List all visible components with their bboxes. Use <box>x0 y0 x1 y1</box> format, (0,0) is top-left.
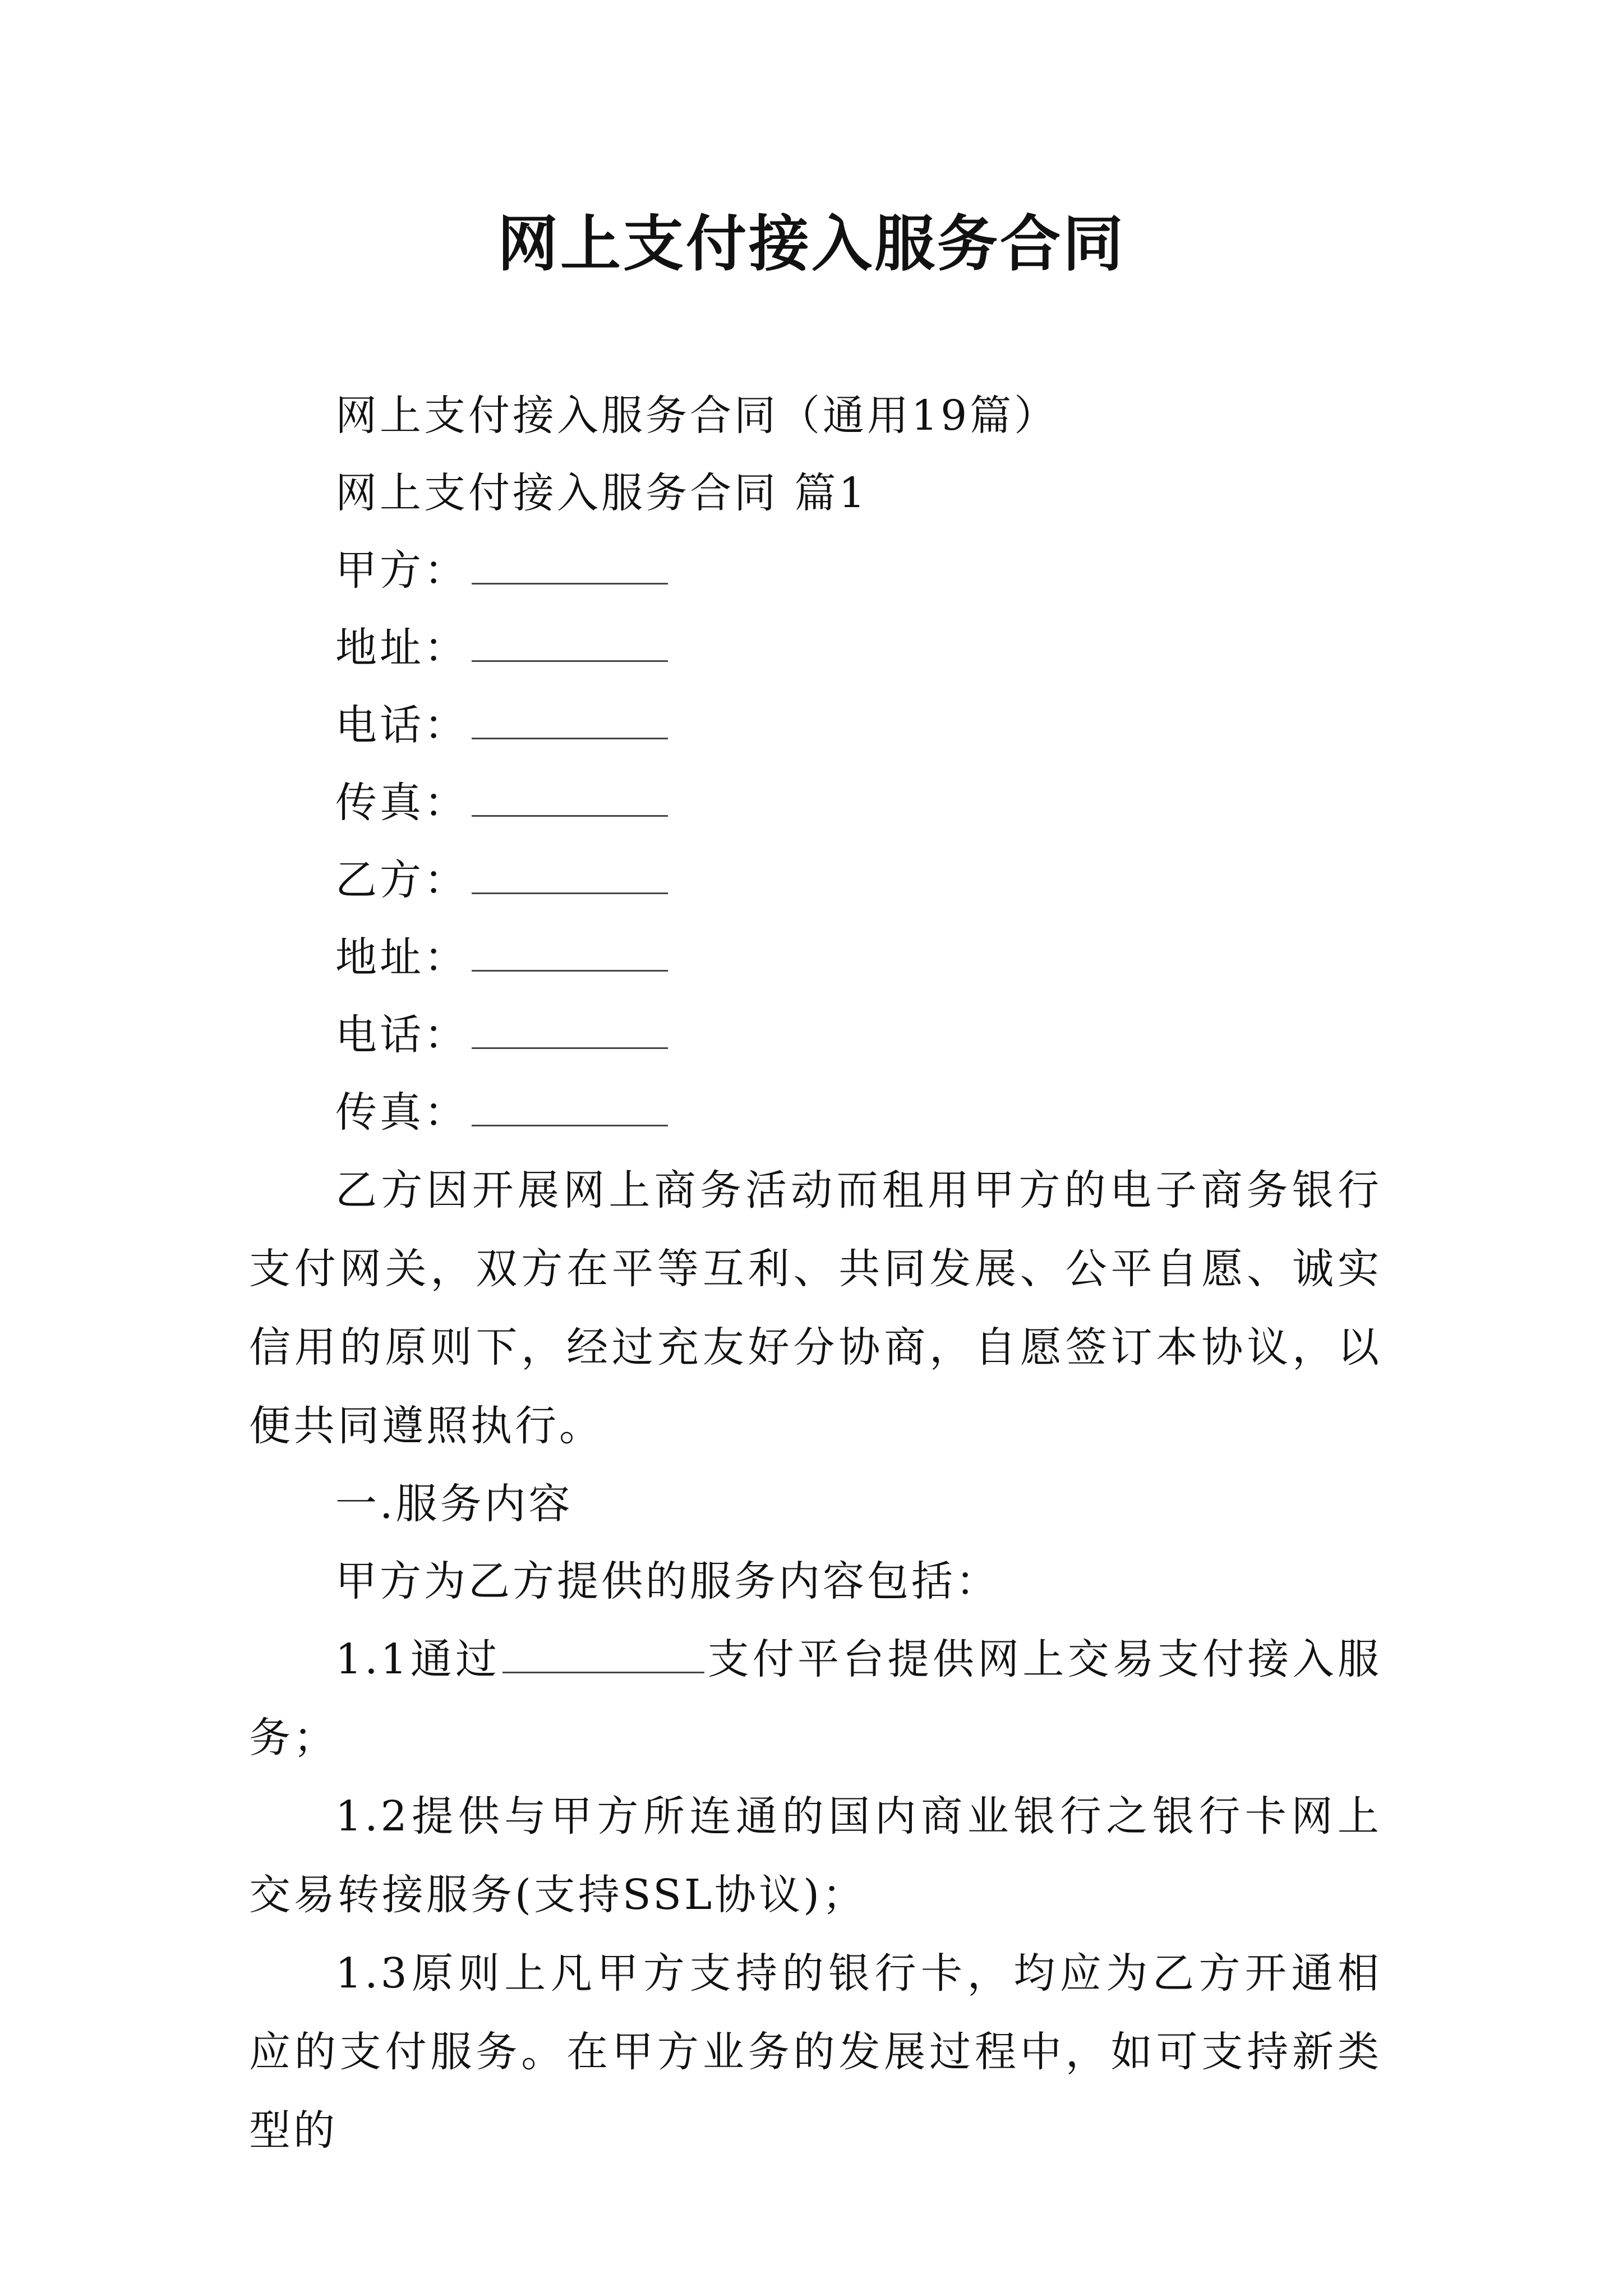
party-a-name-row <box>249 532 1382 609</box>
clause-1-2: 1.2提供与甲方所连通的国内商业银行之银行卡网上交易转接服务(支持SSL协议)； <box>249 1792 1382 1919</box>
intro-paragraph: 乙方因开展网上商务活动而租用甲方的电子商务银行支付网关，双方在平等互利、共同发展、公平自愿、诚实信用的原则下，经过充友好分协商，自愿签订本协议，以便共同遵照执行。 <box>249 1166 1382 1450</box>
party-b-name-row <box>249 841 1382 919</box>
party-b-fax-row <box>249 1074 1382 1151</box>
field-label: 传真： <box>335 779 468 827</box>
clause-1-1 <box>249 1620 1382 1777</box>
document-subtitle: 网上支付接入服务合同（通用19篇） <box>335 392 1059 440</box>
field-label: 地址： <box>335 624 468 672</box>
clause-1-1-prefix: 1.1通过 <box>335 1635 501 1683</box>
party-a-address-row <box>249 609 1382 687</box>
fill-in-blank <box>472 1025 668 1049</box>
document-body <box>249 377 1382 2170</box>
fill-in-blank <box>472 560 668 585</box>
party-b-phone-row <box>249 996 1382 1074</box>
fill-in-blank <box>472 1102 668 1126</box>
field-label: 乙方： <box>335 856 468 904</box>
service-section-title: 一.服务内容 <box>335 1480 573 1528</box>
fill-in-blank <box>472 715 668 739</box>
party-a-phone-row <box>249 687 1382 764</box>
party-a-fax-row <box>249 764 1382 841</box>
field-label: 电话： <box>335 1011 468 1059</box>
clause-1-1-suffix: 支付平台提供网上交易支付接入服务； <box>249 1635 1382 1762</box>
fill-in-blank <box>472 870 668 894</box>
document-title: 网上支付接入服务合同 <box>497 209 1126 279</box>
field-label: 地址： <box>335 933 468 982</box>
fill-in-blank <box>472 638 668 662</box>
field-label: 电话： <box>335 701 468 749</box>
clause-1-3: 1.3原则上凡甲方支持的银行卡，均应为乙方开通相应的支付服务。在甲方业务的发展过程中，如可支持新类型的 <box>249 1949 1382 2155</box>
field-label: 甲方： <box>335 546 468 595</box>
fill-in-blank <box>502 1649 704 1673</box>
fill-in-blank <box>472 793 668 817</box>
fill-in-blank <box>472 947 668 972</box>
section-heading: 网上支付接入服务合同 篇1 <box>335 469 868 517</box>
field-label: 传真： <box>335 1088 468 1137</box>
service-intro: 甲方为乙方提供的服务内容包括： <box>335 1557 1000 1605</box>
party-b-address-row <box>249 919 1382 996</box>
